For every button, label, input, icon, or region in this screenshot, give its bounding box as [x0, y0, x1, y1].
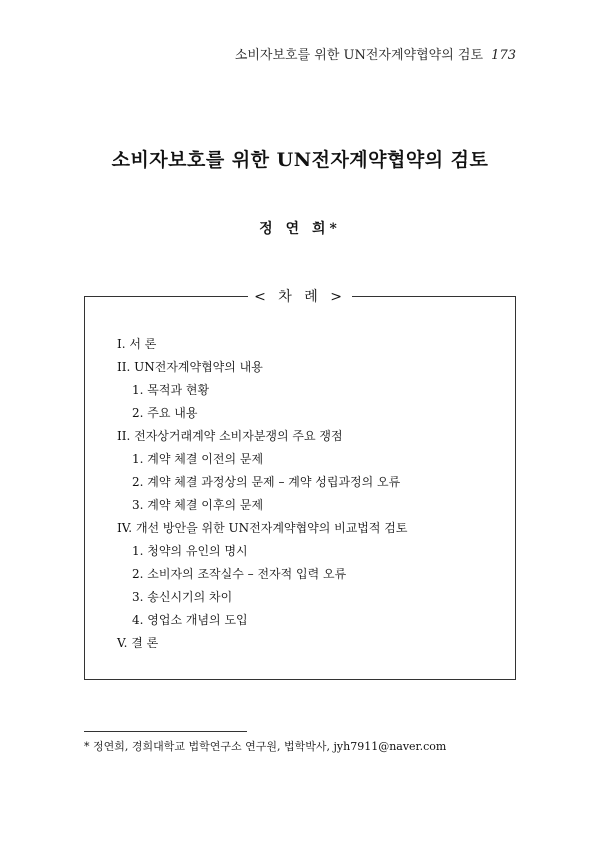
footnote-divider: [84, 731, 247, 732]
footnote: * 정연희, 경희대학교 법학연구소 연구원, 법학박사, jyh7911@naver.com: [84, 740, 447, 753]
table-of-contents: [84, 289, 516, 680]
toc-item: 2. 계약 체결 과정상의 문제 – 계약 성립과정의 오류: [132, 475, 401, 489]
toc-list: [117, 333, 407, 655]
toc-item: 3. 송신시기의 차이: [132, 590, 233, 604]
author-name: 정 연 희*: [259, 221, 341, 237]
toc-item: 4. 영업소 개념의 도입: [132, 613, 248, 627]
page-number: 173: [491, 48, 516, 63]
article-title: 소비자보호를 위한 UN전자계약협약의 검토: [111, 149, 489, 171]
toc-heading: < 차 례 >: [248, 289, 352, 305]
toc-item: I. 서 론: [117, 337, 157, 351]
running-title: 소비자보호를 위한 UN전자계약협약의 검토: [234, 48, 484, 63]
toc-item: 2. 주요 내용: [132, 406, 198, 420]
toc-item: 1. 계약 체결 이전의 문제: [132, 452, 264, 466]
toc-item: II. UN전자계약협약의 내용: [117, 360, 263, 374]
toc-item: IV. 개선 방안을 위한 UN전자계약협약의 비교법적 검토: [117, 521, 408, 535]
running-header: [235, 44, 516, 63]
toc-item: II. 전자상거래계약 소비자분쟁의 주요 쟁점: [117, 429, 343, 443]
toc-heading-wrap: [85, 286, 515, 306]
toc-item: 1. 목적과 현황: [132, 383, 210, 397]
toc-item: 1. 청약의 유인의 명시: [132, 544, 248, 558]
toc-item: 3. 계약 체결 이후의 문제: [132, 498, 264, 512]
toc-item: V. 결 론: [117, 636, 159, 650]
toc-item: 2. 소비자의 조작실수 – 전자적 입력 오류: [132, 567, 347, 581]
